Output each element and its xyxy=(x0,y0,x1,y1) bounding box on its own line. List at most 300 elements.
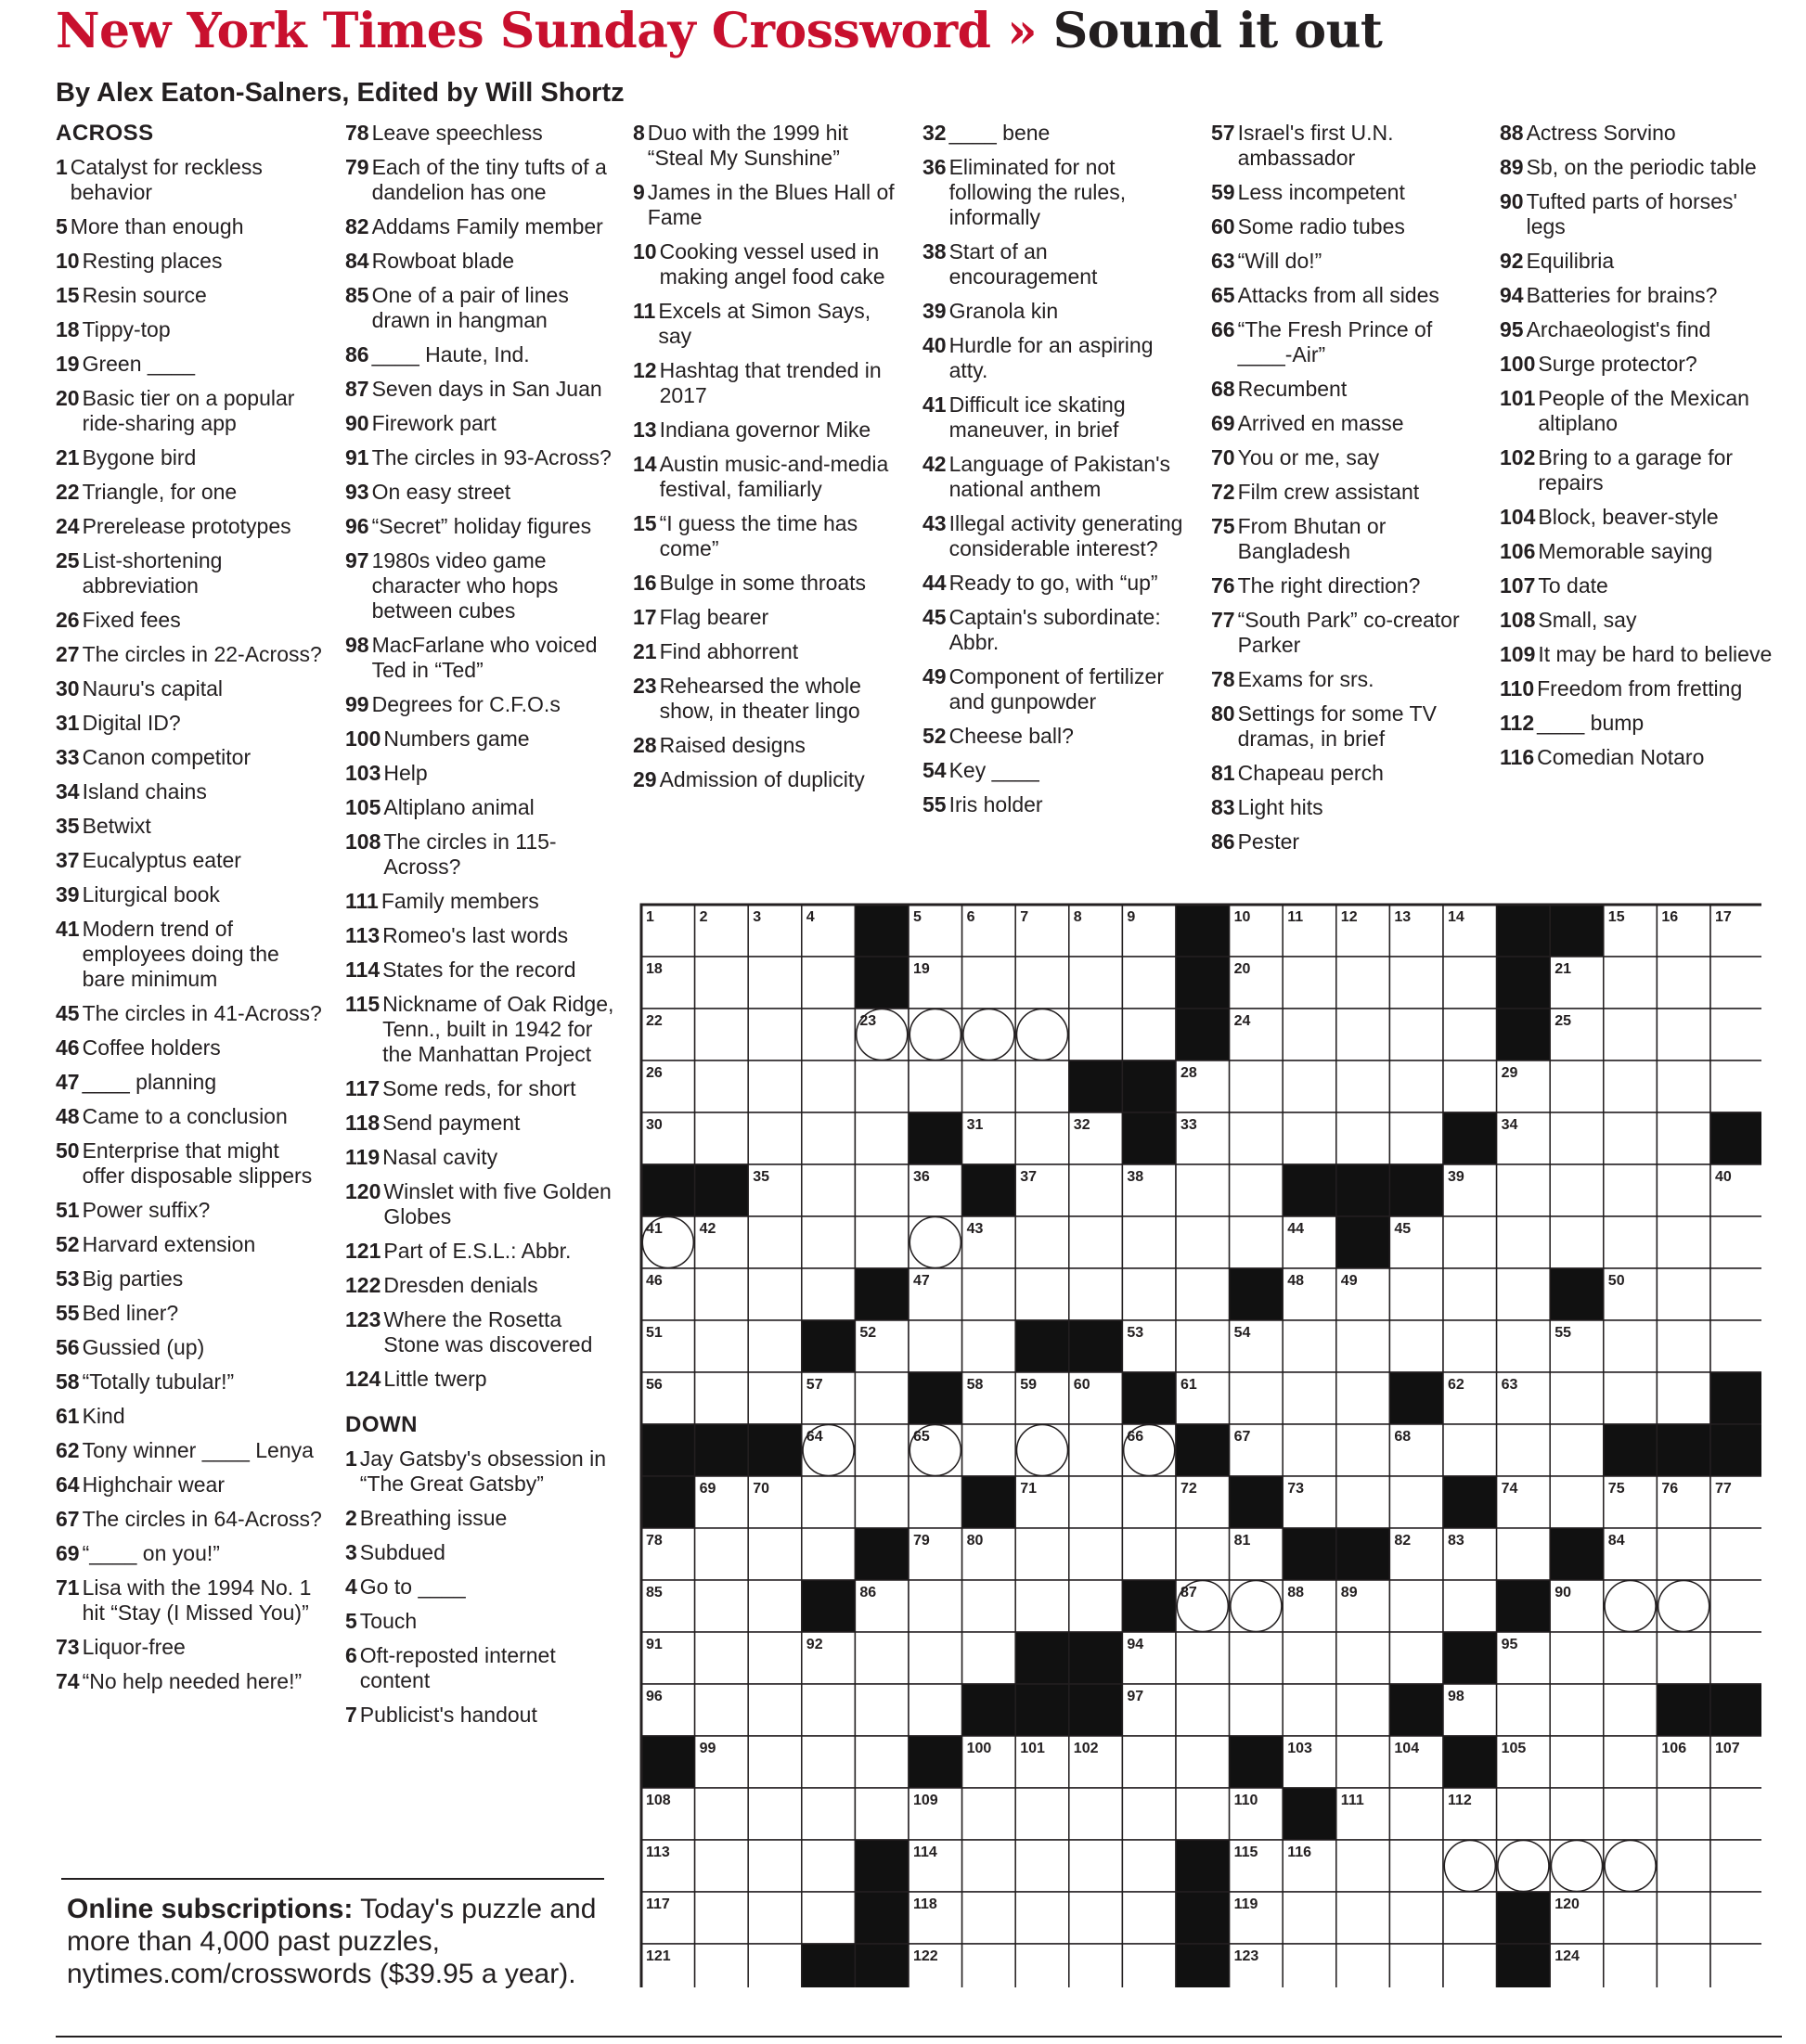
clue-down-10[interactable] xyxy=(633,239,904,289)
grid-cell[interactable] xyxy=(1657,957,1710,1009)
grid-cell[interactable] xyxy=(1657,1788,1710,1840)
grid-cell[interactable] xyxy=(802,1268,856,1320)
grid-cell[interactable] xyxy=(1176,1268,1230,1320)
grid-cell[interactable] xyxy=(1443,1268,1497,1320)
clue-down-89[interactable] xyxy=(1500,155,1778,180)
grid-cell[interactable] xyxy=(1550,1684,1604,1736)
grid-cell[interactable] xyxy=(1443,1216,1497,1268)
grid-cell[interactable] xyxy=(1122,1944,1176,1987)
grid-cell[interactable] xyxy=(962,1632,1016,1684)
clue-down-9[interactable] xyxy=(633,180,904,230)
clue-across-39[interactable] xyxy=(56,882,325,907)
clue-across-33[interactable] xyxy=(56,745,325,770)
grid-cell[interactable] xyxy=(1657,1528,1710,1580)
clue-across-103[interactable] xyxy=(345,761,616,786)
grid-cell[interactable] xyxy=(1122,1892,1176,1944)
clue-across-45[interactable] xyxy=(56,1001,325,1026)
grid-cell[interactable] xyxy=(1015,1112,1069,1164)
grid-cell[interactable] xyxy=(1710,1061,1761,1112)
clue-across-18[interactable] xyxy=(56,317,325,342)
grid-cell[interactable] xyxy=(1710,1840,1761,1892)
clue-across-121[interactable] xyxy=(345,1239,616,1264)
grid-cell[interactable] xyxy=(748,1944,802,1987)
clue-down-54[interactable] xyxy=(922,758,1193,783)
clue-across-74[interactable] xyxy=(56,1669,325,1694)
grid-cell[interactable] xyxy=(1015,957,1069,1009)
clue-down-75[interactable] xyxy=(1211,514,1482,564)
grid-cell[interactable] xyxy=(1710,1632,1761,1684)
grid-cell[interactable] xyxy=(1710,1944,1761,1987)
grid-cell[interactable] xyxy=(1015,1580,1069,1632)
grid-cell[interactable] xyxy=(1389,1320,1443,1372)
clue-down-40[interactable] xyxy=(922,333,1193,383)
clue-down-21[interactable] xyxy=(633,639,904,664)
grid-cell[interactable] xyxy=(1283,1320,1336,1372)
grid-cell[interactable] xyxy=(695,1009,749,1061)
clue-down-55[interactable] xyxy=(922,792,1193,817)
grid-cell[interactable] xyxy=(1497,1788,1551,1840)
grid-cell[interactable] xyxy=(1122,1476,1176,1528)
grid-cell[interactable] xyxy=(1389,1112,1443,1164)
grid-cell[interactable] xyxy=(962,1892,1016,1944)
grid-cell[interactable] xyxy=(1069,1164,1123,1216)
clue-down-69[interactable] xyxy=(1211,411,1482,436)
clue-across-67[interactable] xyxy=(56,1507,325,1532)
clue-down-102[interactable] xyxy=(1500,445,1778,495)
grid-cell[interactable] xyxy=(1336,1112,1390,1164)
clue-down-52[interactable] xyxy=(922,724,1193,749)
clue-down-63[interactable] xyxy=(1211,249,1482,274)
clue-across-1[interactable] xyxy=(56,155,325,205)
grid-cell[interactable] xyxy=(802,1892,856,1944)
grid-cell[interactable] xyxy=(748,1268,802,1320)
grid-cell[interactable] xyxy=(1336,1476,1390,1528)
grid-cell[interactable] xyxy=(695,1112,749,1164)
grid-cell[interactable] xyxy=(1550,1632,1604,1684)
clue-across-5[interactable] xyxy=(56,214,325,239)
clue-down-83[interactable] xyxy=(1211,795,1482,820)
grid-cell[interactable] xyxy=(1497,1684,1551,1736)
grid-cell[interactable] xyxy=(802,957,856,1009)
grid-cell[interactable] xyxy=(855,1061,909,1112)
clue-across-118[interactable] xyxy=(345,1111,616,1136)
grid-cell[interactable] xyxy=(962,1268,1016,1320)
grid-cell[interactable] xyxy=(1122,1840,1176,1892)
grid-cell[interactable] xyxy=(1336,1944,1390,1987)
grid-cell[interactable] xyxy=(1604,1632,1658,1684)
grid-cell[interactable] xyxy=(1604,1061,1658,1112)
clue-across-87[interactable] xyxy=(345,377,616,402)
grid-cell[interactable] xyxy=(1230,1372,1284,1424)
grid-cell[interactable] xyxy=(1604,1164,1658,1216)
clue-down-4[interactable] xyxy=(345,1575,616,1600)
grid-cell[interactable] xyxy=(1550,1372,1604,1424)
clue-across-123[interactable] xyxy=(345,1307,616,1357)
clue-across-90[interactable] xyxy=(345,411,616,436)
grid-cell[interactable] xyxy=(1283,1944,1336,1987)
grid-cell[interactable] xyxy=(695,1061,749,1112)
grid-cell[interactable] xyxy=(962,1944,1016,1987)
clue-across-115[interactable] xyxy=(345,992,616,1067)
grid-cell[interactable] xyxy=(1069,1892,1123,1944)
clue-down-15[interactable] xyxy=(633,511,904,561)
grid-cell[interactable] xyxy=(1230,1112,1284,1164)
clue-across-52[interactable] xyxy=(56,1232,325,1257)
grid-cell[interactable] xyxy=(1710,957,1761,1009)
grid-cell[interactable] xyxy=(1015,1528,1069,1580)
grid-cell[interactable] xyxy=(1336,957,1390,1009)
grid-cell[interactable] xyxy=(962,957,1016,1009)
grid-cell[interactable] xyxy=(695,1528,749,1580)
grid-cell[interactable] xyxy=(1443,957,1497,1009)
grid-cell[interactable] xyxy=(1550,1061,1604,1112)
clue-down-57[interactable] xyxy=(1211,121,1482,171)
grid-cell[interactable] xyxy=(695,1632,749,1684)
clue-down-112[interactable] xyxy=(1500,711,1778,736)
grid-cell[interactable] xyxy=(1069,1944,1123,1987)
grid-cell[interactable] xyxy=(1657,1268,1710,1320)
grid-cell[interactable] xyxy=(802,1061,856,1112)
grid-cell[interactable] xyxy=(1069,1788,1123,1840)
grid-cell[interactable] xyxy=(1443,1009,1497,1061)
clue-down-65[interactable] xyxy=(1211,283,1482,308)
clue-across-71[interactable] xyxy=(56,1575,325,1626)
clue-down-80[interactable] xyxy=(1211,701,1482,752)
clue-down-108[interactable] xyxy=(1500,608,1778,633)
clue-across-82[interactable] xyxy=(345,214,616,239)
grid-cell[interactable] xyxy=(1230,1684,1284,1736)
grid-cell[interactable] xyxy=(748,1320,802,1372)
clue-down-2[interactable] xyxy=(345,1506,616,1531)
grid-cell[interactable] xyxy=(855,1112,909,1164)
grid-cell[interactable] xyxy=(1389,1061,1443,1112)
clue-down-7[interactable] xyxy=(345,1703,616,1728)
grid-cell[interactable] xyxy=(1230,1632,1284,1684)
grid-cell[interactable] xyxy=(1604,1892,1658,1944)
grid-cell[interactable] xyxy=(1015,1944,1069,1987)
grid-cell[interactable] xyxy=(695,1268,749,1320)
clue-across-15[interactable] xyxy=(56,283,325,308)
clue-across-61[interactable] xyxy=(56,1404,325,1429)
grid-cell[interactable] xyxy=(962,1840,1016,1892)
grid-cell[interactable] xyxy=(1176,1320,1230,1372)
grid-cell[interactable] xyxy=(1443,1424,1497,1476)
grid-cell[interactable] xyxy=(1336,1372,1390,1424)
grid-cell[interactable] xyxy=(1710,1528,1761,1580)
grid-cell[interactable] xyxy=(1283,1892,1336,1944)
grid-cell[interactable] xyxy=(695,957,749,1009)
clue-across-10[interactable] xyxy=(56,249,325,274)
grid-cell[interactable] xyxy=(1283,1372,1336,1424)
clue-across-108[interactable] xyxy=(345,829,616,880)
clue-down-44[interactable] xyxy=(922,571,1193,596)
clue-across-100[interactable] xyxy=(345,726,616,752)
grid-cell[interactable] xyxy=(855,1684,909,1736)
grid-cell[interactable] xyxy=(748,1372,802,1424)
clue-across-24[interactable] xyxy=(56,514,325,539)
clue-down-110[interactable] xyxy=(1500,676,1778,701)
grid-cell[interactable] xyxy=(1122,1009,1176,1061)
grid-cell[interactable] xyxy=(695,1892,749,1944)
clue-across-86[interactable] xyxy=(345,342,616,367)
grid-cell[interactable] xyxy=(1389,1892,1443,1944)
grid-cell[interactable] xyxy=(695,1580,749,1632)
grid-cell[interactable] xyxy=(1389,1632,1443,1684)
grid-cell[interactable] xyxy=(1336,1061,1390,1112)
grid-cell[interactable] xyxy=(802,1009,856,1061)
grid-cell[interactable] xyxy=(1604,1944,1658,1987)
clue-down-81[interactable] xyxy=(1211,761,1482,786)
grid-cell[interactable] xyxy=(695,1684,749,1736)
clue-across-96[interactable] xyxy=(345,514,616,539)
grid-cell[interactable] xyxy=(1604,1736,1658,1788)
clue-down-70[interactable] xyxy=(1211,445,1482,470)
clue-across-79[interactable] xyxy=(345,155,616,205)
grid-cell[interactable] xyxy=(1657,1840,1710,1892)
grid-cell[interactable] xyxy=(1015,1892,1069,1944)
clue-down-3[interactable] xyxy=(345,1540,616,1565)
grid-cell[interactable] xyxy=(1015,1268,1069,1320)
clue-across-31[interactable] xyxy=(56,711,325,736)
grid-cell[interactable] xyxy=(962,1061,1016,1112)
grid-cell[interactable] xyxy=(1176,1788,1230,1840)
grid-cell[interactable] xyxy=(1443,1892,1497,1944)
grid-cell[interactable] xyxy=(1336,1320,1390,1372)
grid-cell[interactable] xyxy=(1657,1112,1710,1164)
crossword-grid[interactable] xyxy=(639,902,1761,1987)
clue-down-8[interactable] xyxy=(633,121,904,171)
clue-down-95[interactable] xyxy=(1500,317,1778,342)
grid-cell[interactable] xyxy=(1710,1268,1761,1320)
grid-cell[interactable] xyxy=(1069,957,1123,1009)
grid-cell[interactable] xyxy=(855,1216,909,1268)
grid-cell[interactable] xyxy=(1069,1009,1123,1061)
grid-cell[interactable] xyxy=(695,1944,749,1987)
clue-down-60[interactable] xyxy=(1211,214,1482,239)
grid-cell[interactable] xyxy=(1336,1892,1390,1944)
grid-cell[interactable] xyxy=(748,1528,802,1580)
clue-down-42[interactable] xyxy=(922,452,1193,502)
grid-cell[interactable] xyxy=(1604,1216,1658,1268)
clue-down-116[interactable] xyxy=(1500,745,1778,770)
grid-cell[interactable] xyxy=(855,1424,909,1476)
clue-down-45[interactable] xyxy=(922,605,1193,655)
grid-cell[interactable] xyxy=(1069,1580,1123,1632)
grid-cell[interactable] xyxy=(1283,1684,1336,1736)
grid-cell[interactable] xyxy=(1497,1216,1551,1268)
grid-cell[interactable] xyxy=(748,1840,802,1892)
clue-across-19[interactable] xyxy=(56,352,325,377)
grid-cell[interactable] xyxy=(1283,1424,1336,1476)
grid-cell[interactable] xyxy=(748,1112,802,1164)
clue-down-100[interactable] xyxy=(1500,352,1778,377)
grid-cell[interactable] xyxy=(802,1476,856,1528)
grid-cell[interactable] xyxy=(1069,1840,1123,1892)
grid-cell[interactable] xyxy=(1657,1372,1710,1424)
grid-cell[interactable] xyxy=(1604,1788,1658,1840)
clue-across-50[interactable] xyxy=(56,1138,325,1189)
grid-cell[interactable] xyxy=(1710,1580,1761,1632)
grid-cell[interactable] xyxy=(1122,1216,1176,1268)
clue-down-29[interactable] xyxy=(633,767,904,792)
grid-cell[interactable] xyxy=(1389,1268,1443,1320)
grid-cell[interactable] xyxy=(909,1061,962,1112)
clue-down-88[interactable] xyxy=(1500,121,1778,146)
clue-down-101[interactable] xyxy=(1500,386,1778,436)
clue-across-53[interactable] xyxy=(56,1266,325,1292)
clue-down-14[interactable] xyxy=(633,452,904,502)
grid-cell[interactable] xyxy=(1336,1736,1390,1788)
grid-cell[interactable] xyxy=(855,1736,909,1788)
grid-cell[interactable] xyxy=(1336,1424,1390,1476)
grid-cell[interactable] xyxy=(1657,1944,1710,1987)
grid-cell[interactable] xyxy=(1389,957,1443,1009)
grid-cell[interactable] xyxy=(1389,1009,1443,1061)
grid-cell[interactable] xyxy=(1230,1061,1284,1112)
grid-cell[interactable] xyxy=(1176,1164,1230,1216)
grid-cell[interactable] xyxy=(1069,1424,1123,1476)
grid-cell[interactable] xyxy=(1550,1164,1604,1216)
clue-down-59[interactable] xyxy=(1211,180,1482,205)
grid-cell[interactable] xyxy=(1604,1684,1658,1736)
clue-across-26[interactable] xyxy=(56,608,325,633)
grid-cell[interactable] xyxy=(1657,1632,1710,1684)
grid-cell[interactable] xyxy=(1710,1009,1761,1061)
grid-cell[interactable] xyxy=(1283,1061,1336,1112)
clue-down-92[interactable] xyxy=(1500,249,1778,274)
clue-across-58[interactable] xyxy=(56,1369,325,1395)
clue-across-56[interactable] xyxy=(56,1335,325,1360)
clue-across-113[interactable] xyxy=(345,923,616,948)
grid-cell[interactable] xyxy=(909,1684,962,1736)
grid-cell[interactable] xyxy=(1122,1528,1176,1580)
clue-down-28[interactable] xyxy=(633,733,904,758)
grid-cell[interactable] xyxy=(1497,1268,1551,1320)
grid-cell[interactable] xyxy=(1015,1788,1069,1840)
clue-down-77[interactable] xyxy=(1211,608,1482,658)
clue-across-48[interactable] xyxy=(56,1104,325,1129)
clue-down-36[interactable] xyxy=(922,155,1193,230)
grid-cell[interactable] xyxy=(909,1632,962,1684)
clue-down-94[interactable] xyxy=(1500,283,1778,308)
grid-cell[interactable] xyxy=(1389,1788,1443,1840)
clue-down-5[interactable] xyxy=(345,1609,616,1634)
grid-cell[interactable] xyxy=(695,1372,749,1424)
clue-down-17[interactable] xyxy=(633,605,904,630)
clue-across-47[interactable] xyxy=(56,1070,325,1095)
clue-down-38[interactable] xyxy=(922,239,1193,289)
grid-cell[interactable] xyxy=(748,1684,802,1736)
grid-cell[interactable] xyxy=(1122,1788,1176,1840)
grid-cell[interactable] xyxy=(1283,957,1336,1009)
grid-cell[interactable] xyxy=(1443,1580,1497,1632)
grid-cell[interactable] xyxy=(748,957,802,1009)
clue-across-97[interactable] xyxy=(345,548,616,623)
grid-cell[interactable] xyxy=(855,1372,909,1424)
grid-cell[interactable] xyxy=(1069,1216,1123,1268)
grid-cell[interactable] xyxy=(1604,957,1658,1009)
grid-cell[interactable] xyxy=(1657,1320,1710,1372)
clue-across-46[interactable] xyxy=(56,1035,325,1061)
grid-cell[interactable] xyxy=(695,1840,749,1892)
clue-across-85[interactable] xyxy=(345,283,616,333)
grid-cell[interactable] xyxy=(855,1788,909,1840)
grid-cell[interactable] xyxy=(1550,1112,1604,1164)
grid-cell[interactable] xyxy=(1283,1009,1336,1061)
grid-cell[interactable] xyxy=(1122,1736,1176,1788)
clue-down-72[interactable] xyxy=(1211,480,1482,505)
grid-cell[interactable] xyxy=(855,1632,909,1684)
grid-cell[interactable] xyxy=(1015,1061,1069,1112)
clue-down-39[interactable] xyxy=(922,299,1193,324)
grid-cell[interactable] xyxy=(1443,1320,1497,1372)
clue-down-32[interactable] xyxy=(922,121,1193,146)
grid-cell[interactable] xyxy=(1230,1164,1284,1216)
grid-cell[interactable] xyxy=(695,1788,749,1840)
grid-cell[interactable] xyxy=(748,1788,802,1840)
grid-cell[interactable] xyxy=(962,1580,1016,1632)
grid-cell[interactable] xyxy=(1389,1476,1443,1528)
grid-cell[interactable] xyxy=(1550,1216,1604,1268)
clue-down-23[interactable] xyxy=(633,674,904,724)
clue-down-90[interactable] xyxy=(1500,189,1778,239)
clue-across-37[interactable] xyxy=(56,848,325,873)
grid-cell[interactable] xyxy=(802,1840,856,1892)
clue-across-21[interactable] xyxy=(56,445,325,470)
grid-cell[interactable] xyxy=(1176,1216,1230,1268)
clue-across-117[interactable] xyxy=(345,1076,616,1101)
clue-across-114[interactable] xyxy=(345,958,616,983)
grid-cell[interactable] xyxy=(1604,1112,1658,1164)
grid-cell[interactable] xyxy=(1550,1736,1604,1788)
grid-cell[interactable] xyxy=(802,1684,856,1736)
grid-cell[interactable] xyxy=(1336,1009,1390,1061)
clue-down-1[interactable] xyxy=(345,1446,616,1497)
clue-across-119[interactable] xyxy=(345,1145,616,1170)
grid-cell[interactable] xyxy=(1230,1216,1284,1268)
clue-across-35[interactable] xyxy=(56,814,325,839)
grid-cell[interactable] xyxy=(962,1424,1016,1476)
clue-across-27[interactable] xyxy=(56,642,325,667)
clue-across-62[interactable] xyxy=(56,1438,325,1463)
grid-cell[interactable] xyxy=(1336,1840,1390,1892)
grid-cell[interactable] xyxy=(748,1632,802,1684)
grid-cell[interactable] xyxy=(909,1580,962,1632)
clue-down-106[interactable] xyxy=(1500,539,1778,564)
clue-across-124[interactable] xyxy=(345,1367,616,1392)
grid-cell[interactable] xyxy=(1497,1528,1551,1580)
grid-cell[interactable] xyxy=(802,1528,856,1580)
clue-down-11[interactable] xyxy=(633,299,904,349)
clue-across-30[interactable] xyxy=(56,676,325,701)
clue-down-68[interactable] xyxy=(1211,377,1482,402)
clue-down-86[interactable] xyxy=(1211,829,1482,855)
clue-across-41[interactable] xyxy=(56,917,325,992)
grid-cell[interactable] xyxy=(748,1009,802,1061)
grid-cell[interactable] xyxy=(1283,1632,1336,1684)
clue-across-105[interactable] xyxy=(345,795,616,820)
grid-cell[interactable] xyxy=(1122,1268,1176,1320)
grid-cell[interactable] xyxy=(1710,1788,1761,1840)
clue-across-84[interactable] xyxy=(345,249,616,274)
grid-cell[interactable] xyxy=(1657,1164,1710,1216)
clue-across-73[interactable] xyxy=(56,1635,325,1660)
grid-cell[interactable] xyxy=(909,1476,962,1528)
clue-across-51[interactable] xyxy=(56,1198,325,1223)
grid-cell[interactable] xyxy=(1443,1061,1497,1112)
grid-cell[interactable] xyxy=(962,1320,1016,1372)
grid-cell[interactable] xyxy=(748,1736,802,1788)
